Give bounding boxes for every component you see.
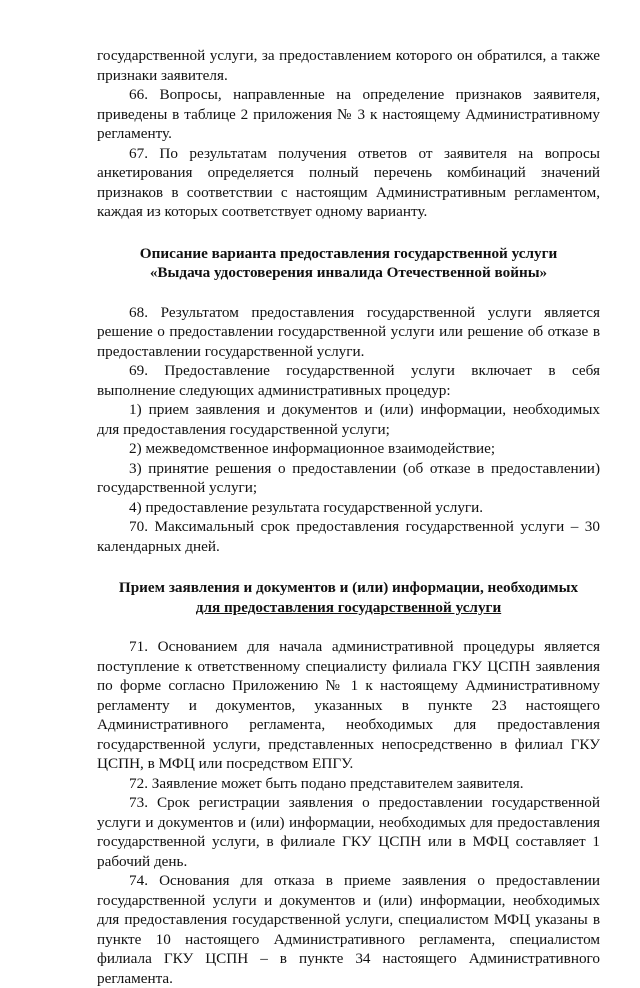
spacer — [97, 283, 600, 303]
spacer — [97, 556, 600, 578]
spacer — [97, 222, 600, 244]
paragraph-continuation: государственной услуги, за предоставлением которого он обратился, а также признаки заявителя. — [97, 47, 600, 84]
spacer — [97, 617, 600, 637]
section-heading-intake-line1: Прием заявления и документов и (или) информации, необходимых — [118, 579, 579, 596]
paragraph-71: 71. Основанием для начала административной процедуры является поступление к ответственному специалисту филиала ГКУ ЦСПН заявления по форме согласно Приложению № 1 к настоящему Административному регламенту и документов, указанных в пункте 23 настоящего Административного регламента, необходимых для предоставления государственной услуги, представленных непосредственно в филиал ГКУ ЦСПН, в МФЦ или посредством ЕПГУ. — [97, 638, 600, 772]
section-heading-variant-line1: Описание варианта предоставления государственной услуги — [139, 244, 558, 262]
paragraph-69: 69. Предоставление государственной услуги включает в себя выполнение следующих административных процедур: — [97, 362, 600, 399]
section-heading-variant-line2: «Выдача удостоверения инвалида Отечественной войны» — [149, 264, 548, 281]
paragraph-73: 73. Срок регистрации заявления о предоставлении государственной услуги и документов и (или) информации, необходимых для предоставления государственной услуги, в филиале ГКУ ЦСПН или в МФЦ составляет 1 рабочий день. — [97, 794, 600, 870]
list-item-4: 4) предоставление результата государственной услуги. — [129, 498, 484, 516]
section-heading-intake-line2: для предоставления государственной услуги — [195, 598, 502, 616]
paragraph-67: 67. По результатам получения ответов от заявителя на вопросы анкетирования определяется полный перечень комбинаций значений признаков в соответствии с настоящим Административным регламентом, каждая из которых соответствует одному варианту. — [97, 144, 600, 220]
list-item-2: 2) межведомственное информационное взаимодействие; — [129, 440, 496, 457]
paragraph-70: 70. Максимальный срок предоставления государственной услуги – 30 календарных дней. — [97, 518, 600, 555]
paragraph-68: 68. Результатом предоставления государственной услуги является решение о предоставлении государственной услуги или решение об отказе в предоставлении государственной услуги. — [97, 303, 600, 360]
list-item-3: 3) принятие решения о предоставлении (об отказе в предоставлении) государственной услуги; — [97, 459, 600, 496]
list-item-1: 1) прием заявления и документов и (или) информации, необходимых для предоставления государственной услуги; — [97, 401, 600, 438]
paragraph-66: 66. Вопросы, направленные на определение признаков заявителя, приведены в таблице 2 приложения № 3 к настоящему Административному регламенту. — [97, 86, 600, 142]
paragraph-74: 74. Основания для отказа в приеме заявления о предоставлении государственной услуги и документов и (или) информации, необходимых для предоставления государственной услуги, специалистом МФЦ указаны в пункте 10 настоящего Административного регламента, специалистом филиала ГКУ ЦСПН – в пункте 34 настоящего Административного регламента. — [97, 872, 600, 987]
paragraph-72: 72. Заявление может быть подано представителем заявителя. — [129, 774, 524, 792]
